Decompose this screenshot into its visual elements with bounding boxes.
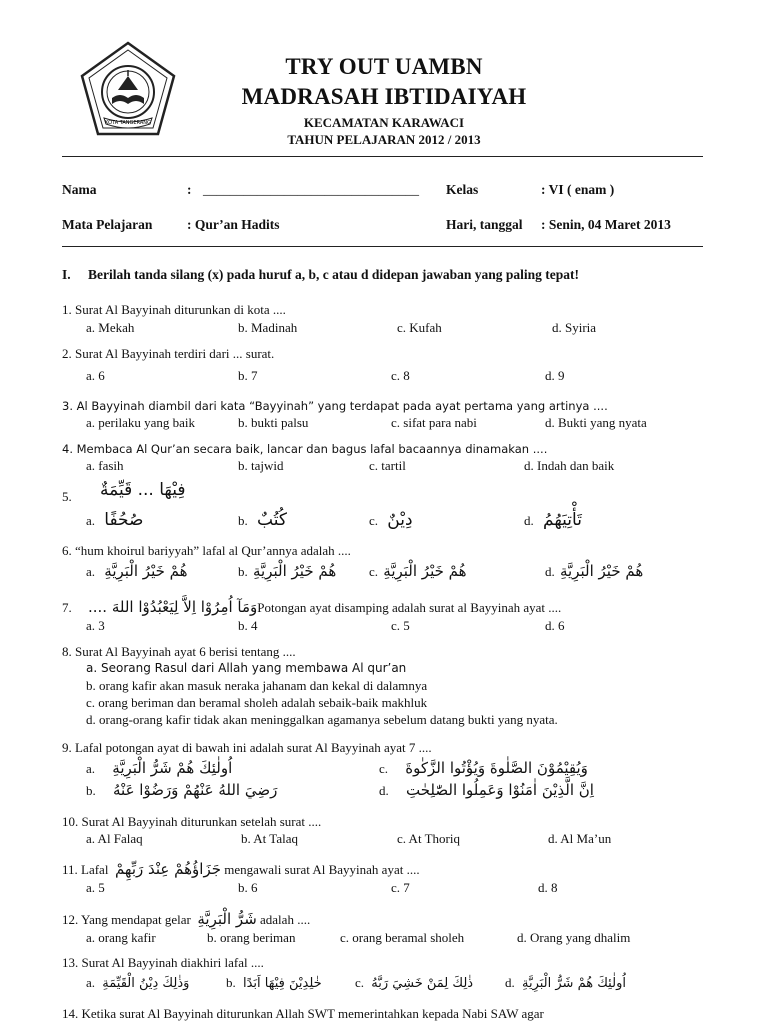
q8-option-c[interactable]: c. orang beriman dan beramal sholeh adalah sebaik-baik makhluk bbox=[86, 695, 428, 710]
kelas-label: Kelas bbox=[446, 182, 479, 197]
q11-option-a[interactable]: a. 5 bbox=[86, 880, 105, 895]
q10-option-b[interactable]: b. At Talaq bbox=[241, 831, 298, 846]
q1-option-b[interactable]: b. Madinah bbox=[238, 320, 298, 335]
q7-option-a[interactable]: a. 3 bbox=[86, 618, 105, 633]
q6-option-d[interactable]: d. هُمْ خَيْرُ الْبَرِيَّةِ bbox=[545, 562, 644, 580]
q11-option-c[interactable]: c. 7 bbox=[391, 880, 410, 895]
q10-option-a[interactable]: a. Al Falaq bbox=[86, 831, 143, 846]
title-line-3: KECAMATAN KARAWACI bbox=[303, 115, 465, 130]
q7-option-c[interactable]: c. 5 bbox=[391, 618, 410, 633]
q12-option-a[interactable]: a. orang kafir bbox=[86, 930, 156, 945]
question-14: 14. Ketika surat Al Bayyinah diturunkan Allah SWT memerintahkan kepada Nabi SAW agar bbox=[62, 1006, 544, 1021]
question-10: 10. Surat Al Bayyinah diturunkan setelah surat .... bbox=[62, 814, 322, 829]
q6-option-a[interactable]: a. هُمْ خَيْرُ الْبَرِيَّةِ bbox=[86, 562, 188, 580]
q5-option-c[interactable]: c. دِيْنٌ bbox=[369, 510, 413, 530]
question-5: 5. bbox=[62, 489, 72, 504]
q2-option-b[interactable]: b. 7 bbox=[238, 368, 258, 383]
question-13: 13. Surat Al Bayyinah diakhiri lafal .... bbox=[62, 955, 264, 970]
q2-option-d[interactable]: d. 9 bbox=[545, 368, 565, 383]
nama-label: Nama bbox=[62, 182, 97, 197]
mapel-value: : Qur’an Hadits bbox=[187, 217, 280, 232]
kelas-value: : VI ( enam ) bbox=[541, 182, 615, 197]
q10-option-c[interactable]: c. At Thoriq bbox=[397, 831, 460, 846]
q7-option-b[interactable]: b. 4 bbox=[238, 618, 258, 633]
q1-option-d[interactable]: d. Syiria bbox=[552, 320, 597, 335]
q10-option-d[interactable]: d. Al Ma’un bbox=[548, 831, 612, 846]
instruction-text: Berilah tanda silang (x) pada huruf a, b, c atau d didepan jawaban yang paling tepat! bbox=[88, 267, 579, 282]
nama-colon: : bbox=[187, 182, 192, 197]
q12-option-d[interactable]: d. Orang yang dhalim bbox=[517, 930, 631, 945]
q9-option-d[interactable]: d. اِنَّ الَّذِيْنَ اٰمَنُوْا وَعَمِلُوا الصّٰلِحٰتِ bbox=[379, 781, 594, 799]
q5-option-a[interactable]: a. صُحُفًا bbox=[86, 510, 144, 530]
instruction-number: I. bbox=[62, 267, 71, 282]
q3-option-b[interactable]: b. bukti palsu bbox=[238, 415, 309, 430]
q4-option-b[interactable]: b. tajwid bbox=[238, 458, 284, 473]
q9-option-b[interactable]: b. رَضِيَ اللهُ عَنْهُمْ وَرَضُوْا عَنْهُ bbox=[86, 781, 278, 799]
header-divider bbox=[62, 156, 703, 157]
question-11: 11. Lafal جَزَاؤُهُمْ عِنْدَ رَبِّهِمْ mengawali surat Al Bayyinah ayat .... bbox=[62, 860, 420, 878]
question-12: 12. Yang mendapat gelar شَرُّ الْبَرِيَّةِ adalah .... bbox=[62, 910, 311, 928]
title-line-2: MADRASAH IBTIDAIYAH bbox=[241, 84, 527, 109]
question-2: 2. Surat Al Bayyinah terdiri dari ... surat. bbox=[62, 346, 275, 361]
q4-option-d[interactable]: d. Indah dan baik bbox=[524, 458, 615, 473]
hari-label: Hari, tanggal bbox=[446, 217, 523, 232]
q9-option-a[interactable]: a. اُولٰئِكَ هُمْ شَرُّ الْبَرِيَّةِ bbox=[86, 759, 233, 777]
question-7: 7. وَمَآ اُمِرُوْا اِلاَّ لِيَعْبُدُوْا اللهَ ....Potongan ayat disamping adalah surat al Bayyinah ayat .... bbox=[62, 598, 562, 616]
logo-ribbon-text: KOTA TANGERANG bbox=[105, 120, 151, 126]
fields-divider bbox=[62, 246, 703, 247]
question-3: 3. Al Bayyinah diambil dari kata “Bayyinah” yang terdapat pada ayat pertama yang artinya .... bbox=[62, 399, 608, 413]
q5-option-b[interactable]: b. كُتُبٌ bbox=[238, 510, 287, 530]
q4-option-a[interactable]: a. fasih bbox=[86, 458, 124, 473]
q11-option-b[interactable]: b. 6 bbox=[238, 880, 258, 895]
title-line-1: TRY OUT UAMBN bbox=[285, 54, 483, 79]
q8-option-b[interactable]: b. orang kafir akan masuk neraka jahanam dan kekal di dalamnya bbox=[86, 678, 428, 693]
q6-option-b[interactable]: b. هُمْ خَيْرُ الْبَرِيَّةِ bbox=[238, 562, 337, 580]
nama-blank[interactable]: ________________________________ bbox=[203, 182, 419, 197]
exam-header bbox=[0, 52, 768, 148]
q3-option-d[interactable]: d. Bukti yang nyata bbox=[545, 415, 647, 430]
q2-option-a[interactable]: a. 6 bbox=[86, 368, 105, 383]
q4-option-c[interactable]: c. tartil bbox=[369, 458, 406, 473]
title-line-4: TAHUN PELAJARAN 2012 / 2013 bbox=[287, 132, 481, 147]
q13-option-a[interactable]: a. وَذٰلِكَ دِيْنُ الْقَيِّمَةِ bbox=[86, 975, 190, 991]
q5-arabic: فِيْهَا ... قَيِّمَةٌ bbox=[100, 480, 186, 500]
q1-option-c[interactable]: c. Kufah bbox=[397, 320, 442, 335]
q13-option-c[interactable]: c. ذٰلِكَ لِمَنْ خَشِيَ رَبَّهُ bbox=[355, 975, 474, 991]
mapel-label: Mata Pelajaran bbox=[62, 217, 153, 232]
q11-option-d[interactable]: d. 8 bbox=[538, 880, 558, 895]
q12-option-b[interactable]: b. orang beriman bbox=[207, 930, 296, 945]
question-1: 1. Surat Al Bayyinah diturunkan di kota .... bbox=[62, 302, 286, 317]
q8-option-a[interactable]: a. Seorang Rasul dari Allah yang membawa Al qur’an bbox=[86, 661, 407, 675]
q13-option-d[interactable]: d. اُولٰئِكَ هُمْ شَرُّ الْبَرِيَّةِ bbox=[505, 975, 626, 991]
q8-option-d[interactable]: d. orang-orang kafir tidak akan meninggalkan agamanya sebelum datang bukti yang nyata. bbox=[86, 712, 558, 727]
q1-option-a[interactable]: a. Mekah bbox=[86, 320, 135, 335]
q2-option-c[interactable]: c. 8 bbox=[391, 368, 410, 383]
q3-option-c[interactable]: c. sifat para nabi bbox=[391, 415, 477, 430]
question-6: 6. “hum khoirul bariyyah” lafal al Qur’annya adalah .... bbox=[62, 543, 351, 558]
instruction bbox=[62, 267, 579, 283]
question-9: 9. Lafal potongan ayat di bawah ini adalah surat Al Bayyinah ayat 7 .... bbox=[62, 740, 432, 755]
q12-option-c[interactable]: c. orang beramal sholeh bbox=[340, 930, 465, 945]
q3-option-a[interactable]: a. perilaku yang baik bbox=[86, 415, 196, 430]
question-4: 4. Membaca Al Qur’an secara baik, lancar dan bagus lafal bacaannya dinamakan .... bbox=[62, 442, 548, 456]
q5-option-d[interactable]: d. تَأْتِيَهُمُ bbox=[524, 510, 582, 530]
question-8: 8. Surat Al Bayyinah ayat 6 berisi tentang .... bbox=[62, 644, 296, 659]
q7-option-d[interactable]: d. 6 bbox=[545, 618, 565, 633]
hari-value: : Senin, 04 Maret 2013 bbox=[541, 217, 671, 232]
q9-option-c[interactable]: c. وَيُقِيْمُوْنَ الصَّلٰوةَ وَيُؤْتُوا الزَّكٰوةَ bbox=[379, 759, 588, 777]
q13-option-b[interactable]: b. خٰلِدِيْنَ فِيْهَا اَبَدًا bbox=[226, 975, 322, 991]
q6-option-c[interactable]: c. هُمْ خَيْرُ الْبَرِيَّةِ bbox=[369, 562, 467, 580]
